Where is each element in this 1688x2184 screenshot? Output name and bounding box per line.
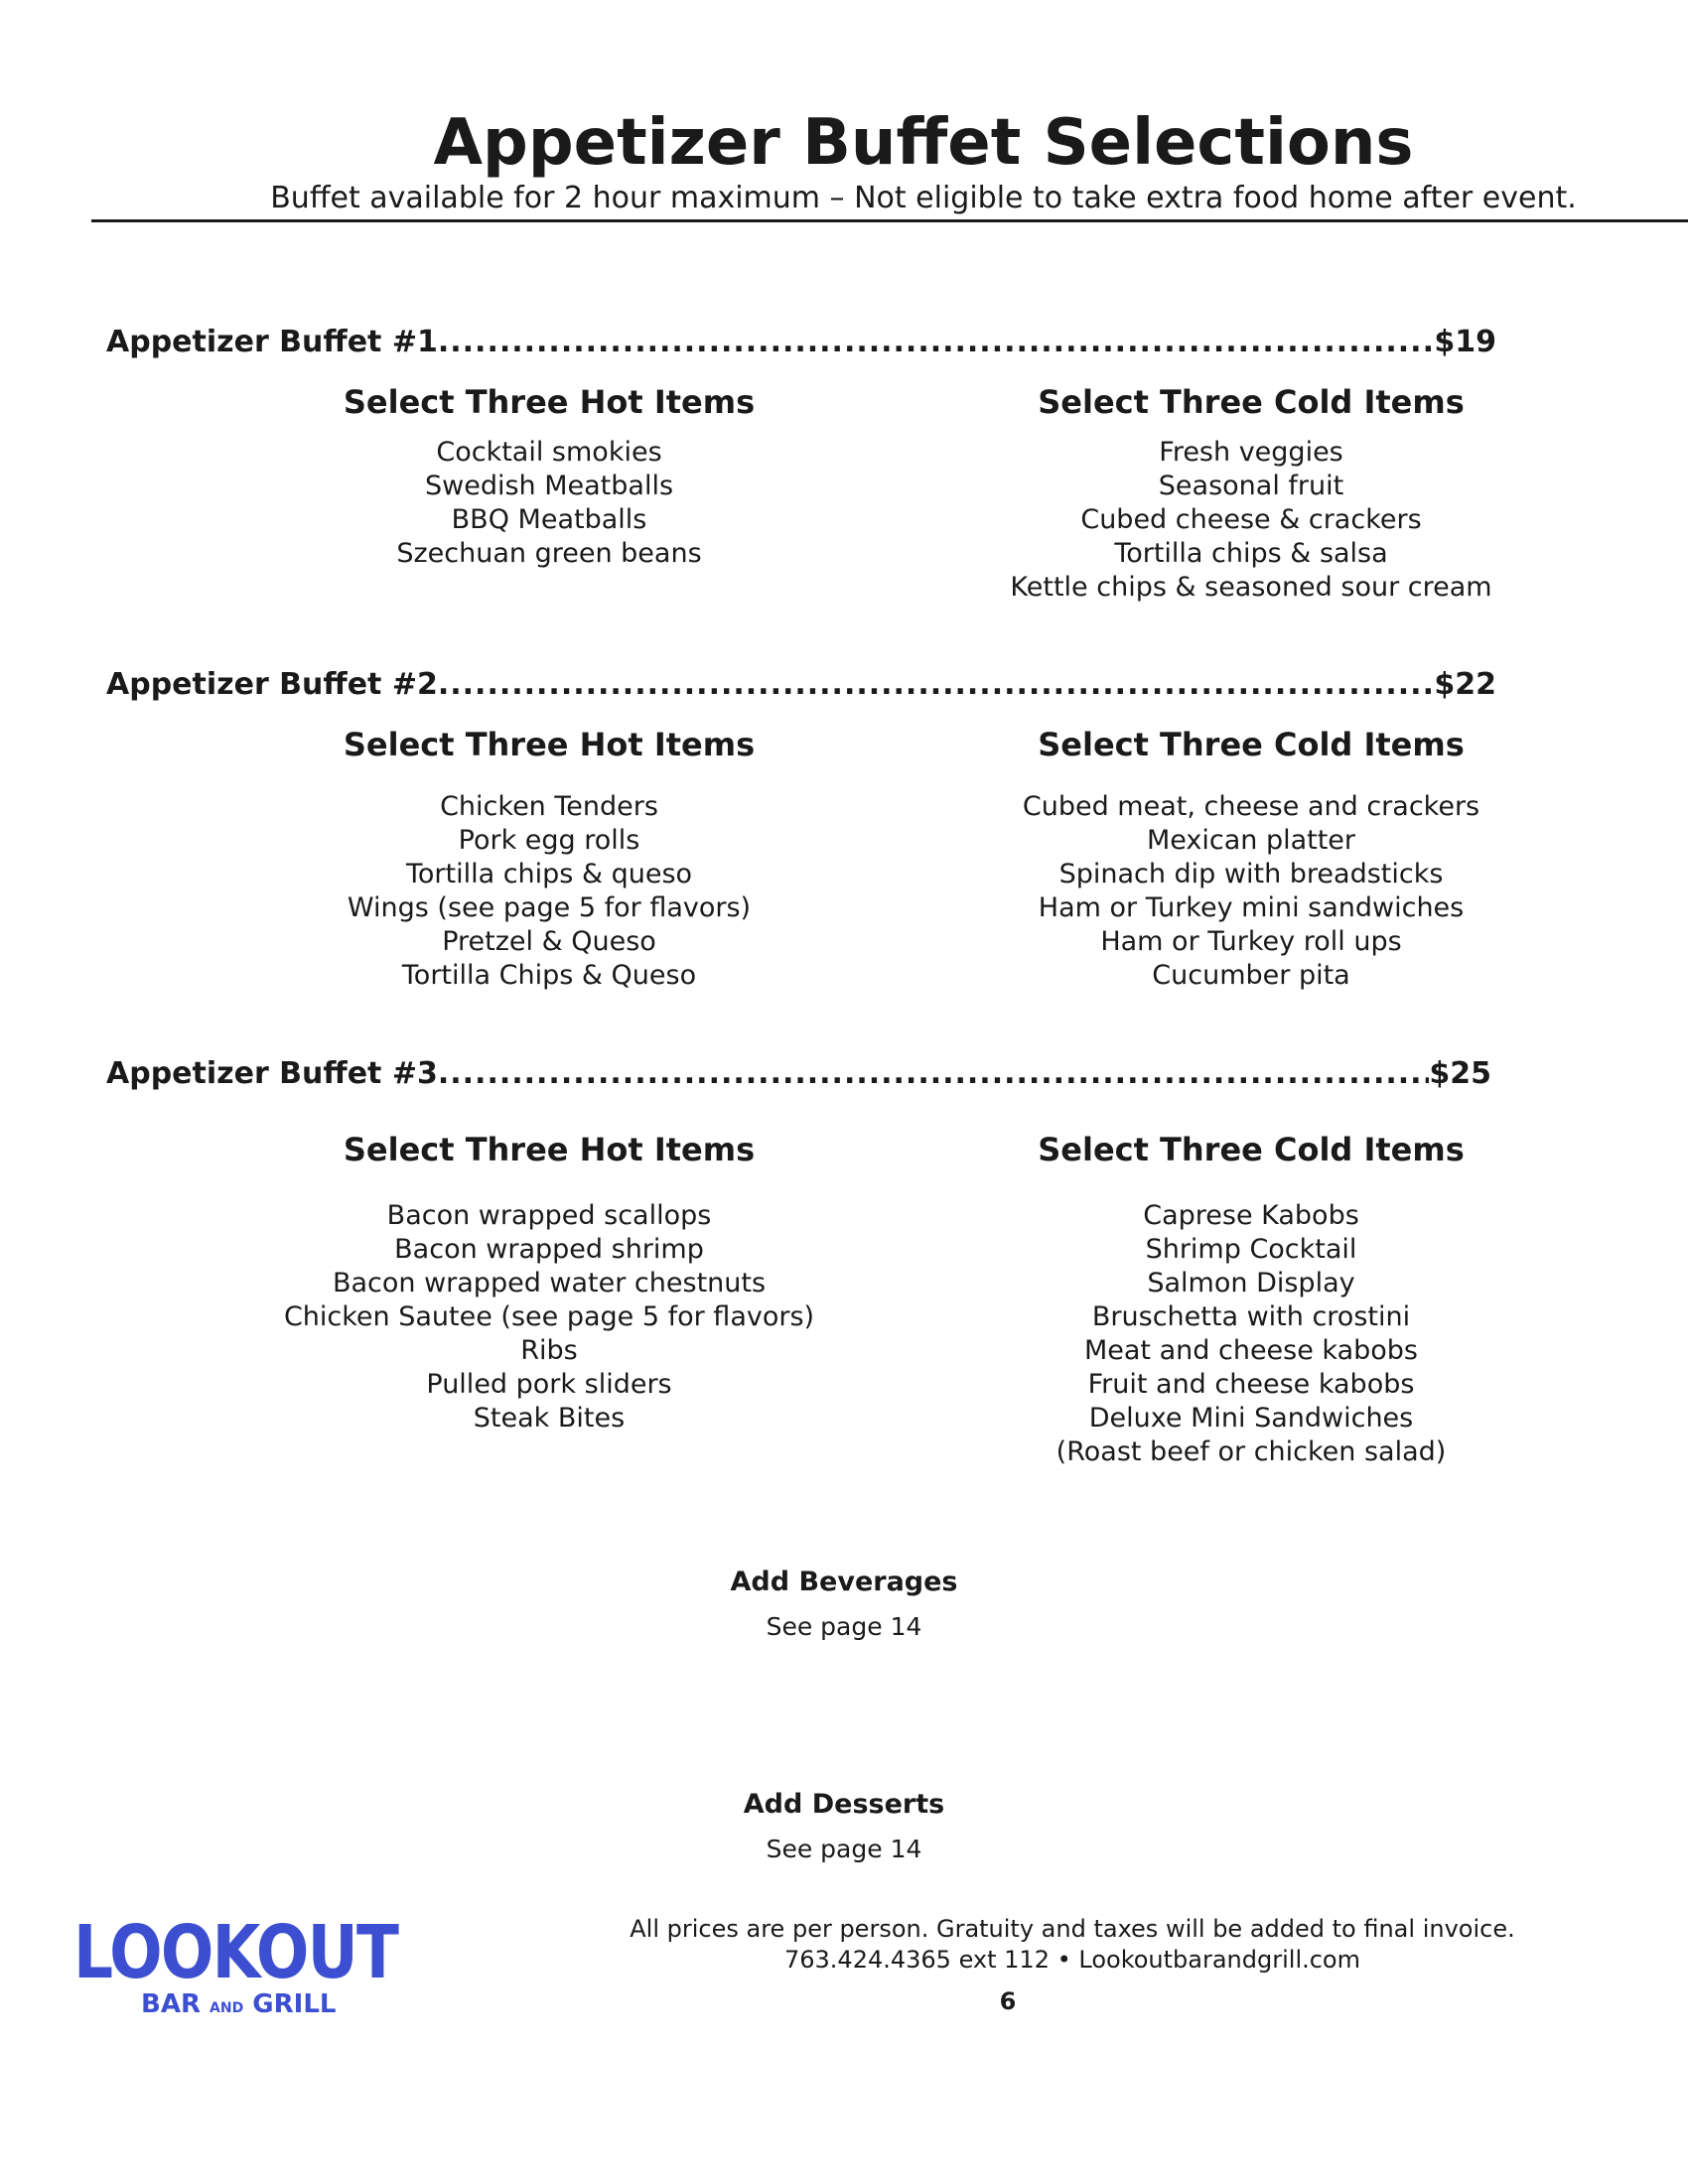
menu-item: Ham or Turkey roll ups — [1100, 926, 1402, 957]
menu-item: Shrimp Cocktail — [1145, 1234, 1357, 1265]
buffet-2-cold-column — [904, 723, 1599, 993]
contact-info: 763.424.4365 ext 112 • Lookoutbarandgrill.com — [783, 1946, 1360, 1974]
menu-item: Pretzel & Queso — [442, 926, 656, 957]
cold-items-title: Select Three Cold Items — [1038, 1131, 1465, 1168]
menu-item: Swedish Meatballs — [424, 471, 674, 501]
menu-item: Deluxe Mini Sandwiches — [1088, 1403, 1414, 1433]
hot-items-title: Select Three Hot Items — [343, 726, 756, 763]
page-subtitle: Buffet available for 2 hour maximum – Not eligible to take extra food home after event. — [270, 181, 1577, 215]
lookout-logo — [73, 1910, 398, 2029]
menu-item: Bacon wrapped scallops — [386, 1200, 712, 1231]
menu-item: Seasonal fruit — [1158, 471, 1344, 501]
menu-item: Meat and cheese kabobs — [1083, 1335, 1418, 1366]
menu-item: Caprese Kabobs — [1143, 1200, 1359, 1231]
menu-item: Tortilla chips & queso — [405, 859, 693, 889]
add-beverages-title: Add Beverages — [730, 1567, 958, 1597]
add-beverages-text: See page 14 — [766, 1612, 922, 1641]
cold-items-title: Select Three Cold Items — [1038, 383, 1465, 421]
dot-leader — [438, 323, 1435, 362]
buffet-1-hot-column — [202, 380, 897, 571]
menu-item: Cocktail smokies — [436, 437, 662, 468]
menu-item: Pulled pork sliders — [426, 1369, 672, 1400]
menu-item: Chicken Sautee (see page 5 for flavors) — [283, 1301, 815, 1332]
menu-item: Wings (see page 5 for flavors) — [347, 892, 752, 923]
logo-subtitle — [141, 1989, 336, 2019]
menu-item: Bacon wrapped water chestnuts — [332, 1268, 767, 1298]
menu-item: Pork egg rolls — [458, 825, 640, 856]
logo-grill-text: GRILL — [252, 1989, 337, 2019]
menu-item: Steak Bites — [473, 1403, 626, 1433]
menu-item: Ribs — [520, 1335, 578, 1366]
buffet-header-1 — [106, 323, 1496, 362]
menu-item: Spinach dip with breadsticks — [1058, 859, 1444, 889]
menu-item: Cubed cheese & crackers — [1080, 504, 1422, 535]
pricing-note: All prices are per person. Gratuity and taxes will be added to final invoice. — [630, 1915, 1515, 1943]
menu-item: Bacon wrapped shrimp — [394, 1234, 704, 1265]
buffet-header-3 — [106, 1054, 1491, 1094]
cold-items-title: Select Three Cold Items — [1038, 726, 1465, 763]
dot-leader — [438, 1054, 1430, 1094]
menu-item: Cubed meat, cheese and crackers — [1022, 791, 1480, 822]
buffet-3-cold-column — [904, 1128, 1599, 1469]
dot-leader — [438, 665, 1435, 705]
menu-item: Ham or Turkey mini sandwiches — [1038, 892, 1465, 923]
menu-item: Tortilla chips & salsa — [1114, 538, 1388, 569]
buffet-header-2 — [106, 665, 1496, 705]
buffet-price: $25 — [1429, 1056, 1491, 1091]
menu-item: Fresh veggies — [1159, 437, 1343, 468]
add-beverages-section — [0, 1565, 1688, 1644]
hot-items-title: Select Three Hot Items — [343, 383, 756, 421]
buffet-name: Appetizer Buffet #3 — [106, 1056, 438, 1091]
logo-wordmark: LOOKOUT — [73, 1910, 398, 1995]
page-number: 6 — [999, 1987, 1017, 2015]
menu-item: Fruit and cheese kabobs — [1087, 1369, 1415, 1400]
add-desserts-text: See page 14 — [766, 1835, 922, 1863]
add-desserts-title: Add Desserts — [743, 1789, 945, 1820]
buffet-3-hot-column — [202, 1128, 897, 1435]
logo-bar-text: BAR — [141, 1989, 201, 2019]
menu-item: Cucumber pita — [1152, 960, 1350, 991]
header-divider — [91, 219, 1688, 222]
buffet-price: $22 — [1434, 667, 1496, 702]
menu-item: Salmon Display — [1147, 1268, 1355, 1298]
page-title: Appetizer Buffet Selections — [433, 106, 1414, 180]
menu-item: (Roast beef or chicken salad) — [1055, 1436, 1447, 1467]
buffet-price: $19 — [1434, 325, 1496, 359]
menu-item: BBQ Meatballs — [451, 504, 647, 535]
buffet-name: Appetizer Buffet #2 — [106, 667, 438, 702]
logo-and-text: AND — [210, 2000, 244, 2016]
menu-item: Tortilla Chips & Queso — [401, 960, 697, 991]
menu-item: Szechuan green beans — [396, 538, 702, 569]
menu-item: Kettle chips & seasoned sour cream — [1010, 572, 1492, 603]
buffet-name: Appetizer Buffet #1 — [106, 325, 438, 359]
menu-item: Mexican platter — [1146, 825, 1356, 856]
menu-item: Bruschetta with crostini — [1091, 1301, 1411, 1332]
add-desserts-section — [0, 1787, 1688, 1866]
hot-items-title: Select Three Hot Items — [343, 1131, 756, 1168]
buffet-1-cold-column — [904, 380, 1599, 605]
buffet-2-hot-column — [202, 723, 897, 993]
menu-item: Chicken Tenders — [440, 791, 658, 822]
